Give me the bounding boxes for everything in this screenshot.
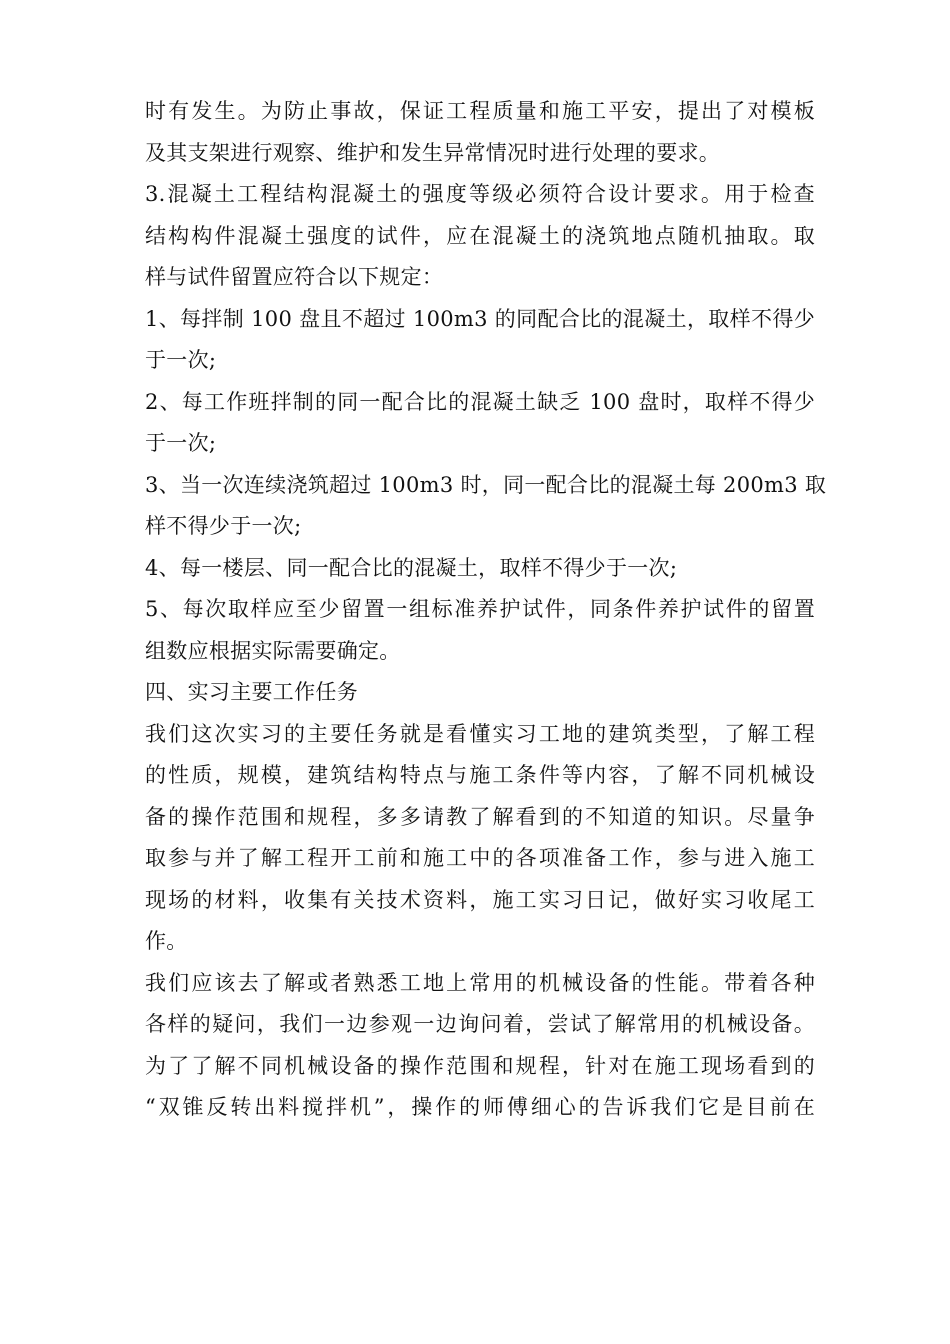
- text-line: 作。: [145, 929, 188, 953]
- text-line: 为了了解不同机械设备的操作范围和规程，针对在施工现场看到的: [145, 1053, 815, 1078]
- text-line: 及其支架进行观察、维护和发生异常情况时进行处理的要求。: [145, 140, 721, 165]
- text-line: 4、每一楼层、同一配合比的混凝土，取样不得少于一次;: [145, 555, 678, 580]
- text-line: 组数应根据实际需要确定。: [145, 638, 401, 663]
- text-line: 2、每工作班拌制的同一配合比的混凝土缺乏 100 盘时，取样不得少: [145, 389, 815, 414]
- text-line: 3.混凝土工程结构混凝土的强度等级必须符合设计要求。用于检查: [145, 182, 815, 206]
- text-line: 3、当一次连续浇筑超过 100m3 时，同一配合比的混凝土每 200m3 取: [145, 472, 827, 497]
- text-line: 样不得少于一次;: [145, 514, 302, 538]
- text-line: 样与试件留置应符合以下规定：: [145, 265, 444, 289]
- text-line: 时有发生。为防止事故，保证工程质量和施工平安，提出了对模板: [145, 99, 815, 123]
- text-line: 各样的疑问，我们一边参观一边询问着，尝试了解常用的机械设备。: [145, 1012, 815, 1036]
- text-line: 结构构件混凝土强度的试件，应在混凝土的浇筑地点随机抽取。取: [145, 223, 815, 248]
- section-heading: 四、实习主要工作任务: [145, 680, 358, 704]
- text-line: 我们这次实习的主要任务就是看懂实习工地的建筑类型，了解工程: [145, 721, 815, 746]
- text-line: 我们应该去了解或者熟悉工地上常用的机械设备的性能。带着各种: [145, 970, 815, 995]
- text-line: 备的操作范围和规程，多多请教了解看到的不知道的知识。尽量争: [145, 804, 815, 829]
- text-line: 于一次;: [145, 431, 217, 455]
- text-line: “双锥反转出料搅拌机”，操作的师傅细心的告诉我们它是目前在: [145, 1095, 815, 1119]
- text-line: 于一次;: [145, 348, 217, 372]
- text-line: 取参与并了解工程开工前和施工中的各项准备工作，参与进入施工: [145, 846, 815, 870]
- text-line: 的性质，规模，建筑结构特点与施工条件等内容，了解不同机械设: [145, 763, 815, 787]
- text-line: 1、每拌制 100 盘且不超过 100m3 的同配合比的混凝土，取样不得少: [145, 306, 815, 331]
- document-body: [145, 91, 827, 1129]
- text-line: 5、每次取样应至少留置一组标准养护试件，同条件养护试件的留置: [145, 597, 815, 621]
- text-line: 现场的材料，收集有关技术资料，施工实习日记，做好实习收尾工: [145, 887, 815, 912]
